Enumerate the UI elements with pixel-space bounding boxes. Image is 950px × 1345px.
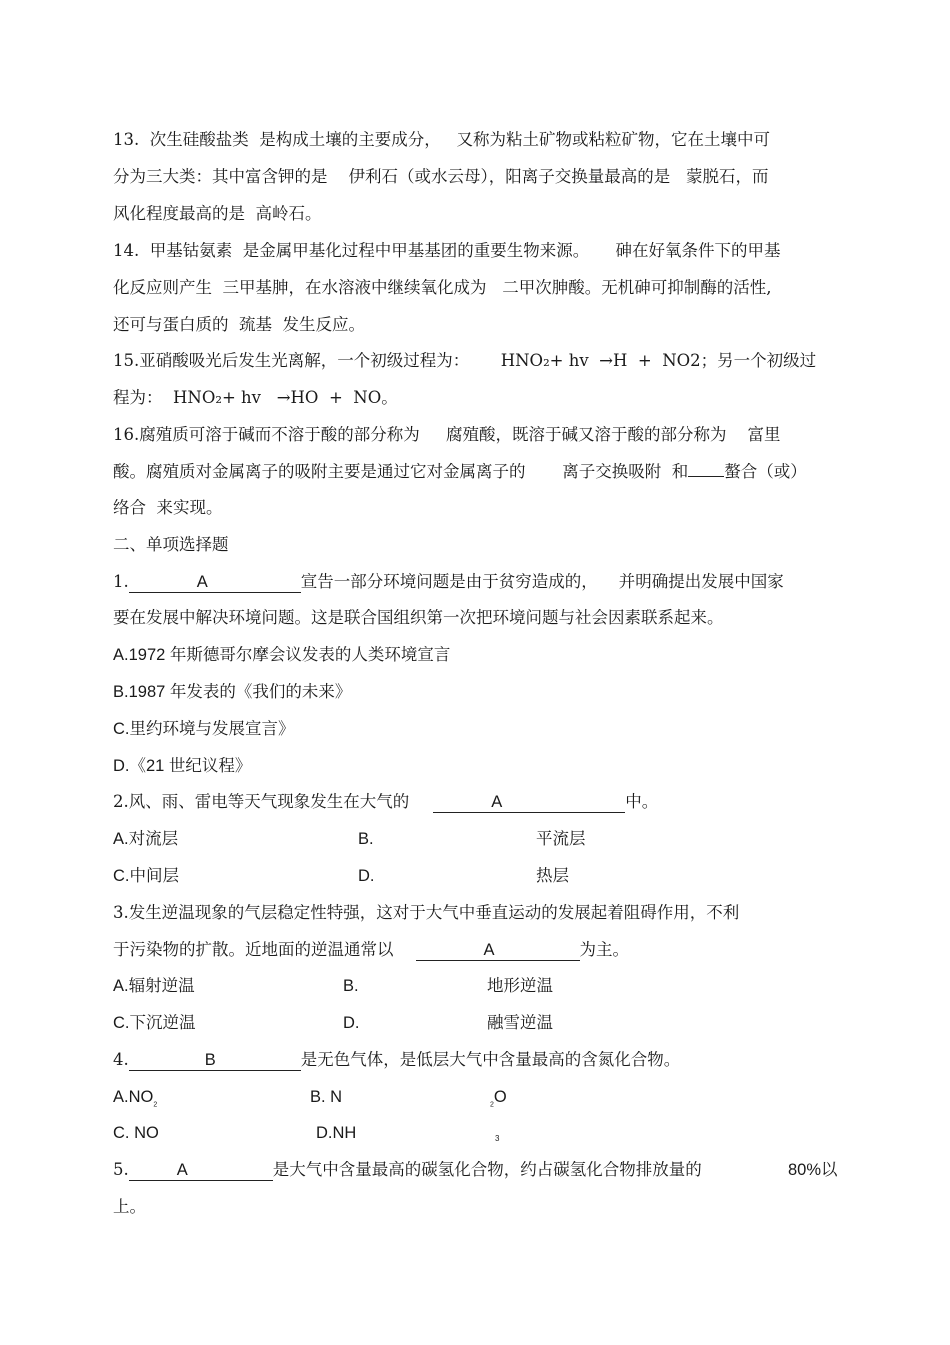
q1-stem-line-1 [113,571,784,593]
q16-line-2 [113,461,807,483]
q1-option-a: A.1972 年斯德哥尔摩会议发表的人类环境宣言 [113,646,451,664]
q5-stem-line-2: 上。 [113,1197,146,1216]
q3-answer-blank [416,940,580,961]
q1-answer-blank [129,572,301,593]
q4-answer-blank [129,1050,301,1071]
q1-option-c: C.里约环境与发展宣言》 [113,720,295,738]
q5-percent: 80%以 [788,1161,838,1179]
q4-option-b-sub: 2 [490,1101,494,1109]
q3-stem-line-2 [113,939,629,961]
q15-line-2: 程为： HNO₂+ hv →HO + NO。 [113,388,398,407]
q4-option-b-tail-text: O [493,1088,507,1106]
q2-option-b-letter: B. [358,830,374,848]
q5-stem [113,1159,702,1181]
q1-option-d: D.《21 世纪议程》 [113,757,252,775]
q3-answer: A [483,941,495,959]
q4-option-d-sub: 3 [495,1134,500,1143]
q1-number: 1. [113,572,129,591]
q2-stem [113,791,658,813]
q5-answer: A [176,1161,188,1179]
q16-line-1: 16.腐殖质可溶于碱而不溶于酸的部分称为 腐殖酸，既溶于碱又溶于酸的部分称为 富里 [113,425,781,444]
q4-stem [113,1049,680,1071]
q4-number: 4. [113,1050,129,1069]
q13-line-1: 13. 次生硅酸盐类 是构成土壤的主要成分， 又称为粘土矿物或粘粒矿物，它在土壤中可 [113,130,770,149]
q3-option-b-text: 地形逆温 [487,976,553,995]
section-title: 二、单项选择题 [113,535,229,554]
q2-answer: A [491,793,503,811]
q16-line-2-pre: 酸。腐殖质对金属离子的吸附主要是通过它对金属离子的 离子交换吸附 和 [113,462,689,481]
q3-stem-pre: 于污染物的扩散。近地面的逆温通常以 [113,940,394,959]
q16-blank [688,476,724,477]
q3-option-a: A.辐射逆温 [113,977,195,995]
q4-option-d: D.NH [316,1124,357,1142]
q1-stem-post: 宣告一部分环境问题是由于贫穷造成的， 并明确提出发展中国家 [300,572,784,591]
q2-answer-blank [433,792,625,813]
q3-option-d-text: 融雪逆温 [487,1013,553,1032]
q2-stem-post: 中。 [625,792,659,811]
q13-line-2: 分为三大类：其中富含钾的是 伊利石（或水云母），阳离子交换量最高的是 蒙脱石，而 [113,167,769,186]
q2-option-c: C.中间层 [113,867,179,885]
q4-option-a [113,1086,157,1116]
q14-line-1: 14. 甲基钴氨素 是金属甲基化过程中甲基基团的重要生物来源。 砷在好氧条件下的甲基 [113,241,781,260]
q3-option-d-letter: D. [343,1014,360,1032]
q3-option-b-letter: B. [343,977,359,995]
q3-stem-post: 为主。 [579,940,629,959]
q4-option-b-tail [490,1086,507,1116]
q2-option-b-text: 平流层 [536,829,586,848]
q3-option-c: C.下沉逆温 [113,1014,196,1032]
q4-stem-post: 是无色气体，是低层大气中含量最高的含氮化合物。 [300,1050,681,1069]
q4-option-c: C. NO [113,1124,159,1142]
q4-answer: B [204,1051,216,1069]
q14-line-2: 化反应则产生 三甲基胂，在水溶液中继续氧化成为 二甲次胂酸。无机砷可抑制酶的活性, [113,278,772,297]
q13-line-3: 风化程度最高的是 高岭石。 [113,204,322,223]
q16-line-2-post: 螯合（或） [724,462,807,481]
q14-line-3: 还可与蛋白质的 巯基 发生反应。 [113,315,365,334]
q2-option-a: A.对流层 [113,830,179,848]
q4-option-a-text: A.NO [113,1088,154,1106]
q1-answer: A [196,573,208,591]
q5-answer-blank [129,1160,273,1181]
q3-stem-line-1: 3.发生逆温现象的气层稳定性特强，这对于大气中垂直运动的发展起着阻碍作用，不利 [113,903,740,922]
q5-number: 5. [113,1160,129,1179]
q2-option-d-text: 热层 [536,866,569,885]
q4-option-a-sub: 2 [153,1101,158,1109]
q16-line-3: 络合 来实现。 [113,498,223,517]
q2-option-d-letter: D. [358,867,375,885]
q15-line-1: 15.亚硝酸吸光后发生光离解，一个初级过程为： HNO₂+ hv →H + NO2；另一个初级过 [113,351,817,370]
q5-stem-post: 是大气中含量最高的碳氢化合物，约占碳氢化合物排放量的 [272,1160,702,1179]
q4-option-b: B. N [310,1088,343,1106]
q1-option-b: B.1987 年发表的《我们的未来》 [113,683,352,701]
q2-stem-pre: 2.风、雨、雷电等天气现象发生在大气的 [113,792,410,811]
q1-stem-line-2: 要在发展中解决环境问题。这是联合国组织第一次把环境问题与社会因素联系起来。 [113,608,724,627]
